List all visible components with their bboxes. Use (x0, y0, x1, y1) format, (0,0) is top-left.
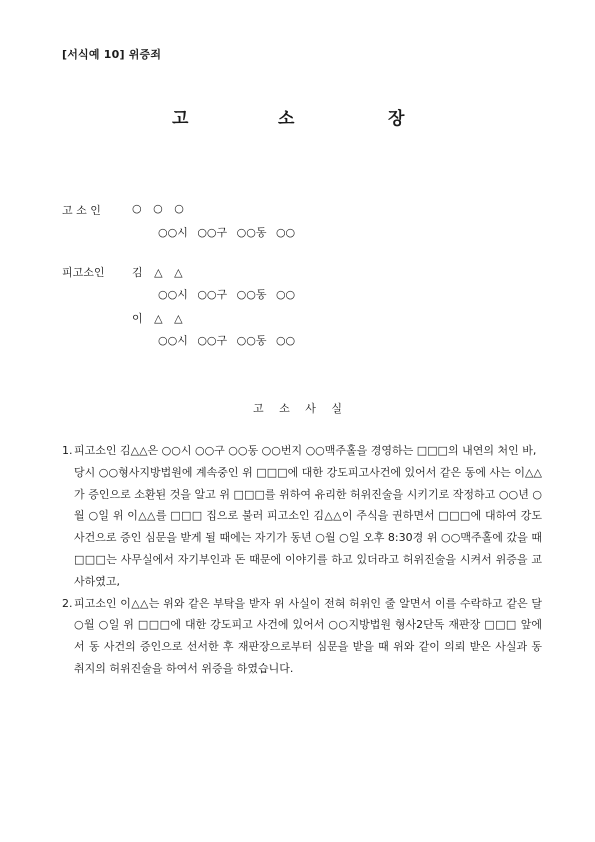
accused-1-name: 김 △ △ (132, 266, 183, 279)
title-char-1: 고 (172, 109, 189, 129)
accused-1-address: ○○시 ○○구 ○○동 ○○ (158, 288, 296, 301)
complainant-address: ○○시 ○○구 ○○동 ○○ (158, 226, 296, 239)
accused-role: 피고소인 (62, 266, 105, 279)
complainant-name: ○ ○ ○ (132, 202, 184, 215)
document-title (0, 104, 595, 130)
title-char-2: 소 (278, 109, 295, 129)
accused-2-name: 이 △ △ (132, 312, 183, 325)
title-char-3: 장 (388, 109, 405, 129)
fact-item-2 (62, 593, 542, 680)
fact-text-continued: 당시 ○○형사지방법원에 계속중인 위 □□□에 대한 강도피고사건에 있어서 같은 동에 사는 이△△가 증인으로 소환된 것을 알고 위 □□□를 위하여 유리한 허위진술을 시키기로 작정하고 ○○년 ○월 ○일 위 이△△를 □□□ 집으로 불러 피고소인 김△△이 주식을 권하면서 □□□에 대하여 강도사건으로 증인 심문을 받게 될 때에는 자기가 동년 ○월 ○일 오후 8:30경 위 ○○맥주홀에 갔을 때 □□□는 사무실에서 자기부인과 돈 때문에 이야기를 하고 있더라고 허위진술을 시켜서 위증을 교사하였고, (74, 465, 542, 588)
fact-item-1 (62, 440, 542, 593)
fact-text: 피고소인 이△△는 위와 같은 부탁을 받자 위 사실이 전혀 허위인 줄 알면서 이를 수락하고 같은 달 ○월 ○일 위 □□□에 대한 강도피고 사건에 있어서 ○○지방법원 형사2단독 재판장 □□□ 앞에서 동 사건의 증인으로 선서한 후 재판장으로부터 심문을 받을 때 위와 같이 의뢰 받은 사실과 동 취지의 허위진술을 하여서 위증을 하였습니다. (74, 596, 542, 675)
fact-text: 피고소인 김△△은 ○○시 ○○구 ○○동 ○○번지 ○○맥주홀을 경영하는 □□□의 내연의 처인 바, (74, 444, 537, 457)
complainant-role: 고 소 인 (62, 204, 101, 217)
facts-list (62, 440, 542, 680)
fact-number: 2. (62, 596, 73, 610)
accused-2-address: ○○시 ○○구 ○○동 ○○ (158, 334, 296, 347)
section-title: 고 소 사 실 (253, 402, 342, 415)
form-label: [서식예 10] 위증죄 (62, 48, 162, 61)
fact-number: 1. (62, 444, 73, 457)
